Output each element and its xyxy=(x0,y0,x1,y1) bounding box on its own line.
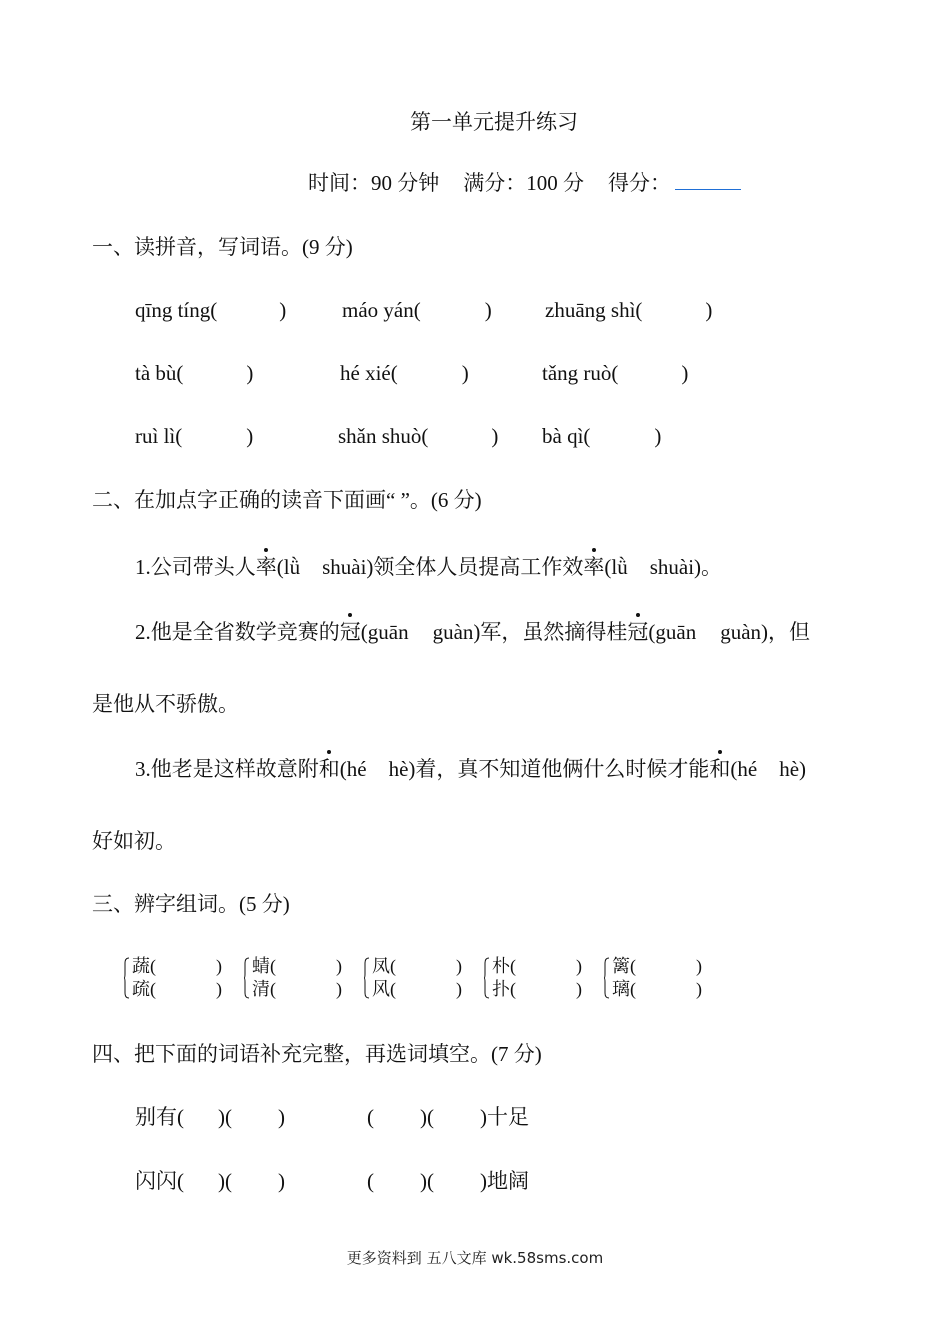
pinyin-item[interactable]: bà qì( ) xyxy=(542,424,662,448)
char-group xyxy=(604,955,702,1001)
section1-heading: 一、读拼音，写词语。(9 分) xyxy=(92,235,353,259)
reading-option[interactable]: guàn)军，虽然摘得桂 xyxy=(432,620,628,644)
word-blank[interactable]: 蜻( ) xyxy=(252,956,342,976)
question-2-3-continued: 好如初。 xyxy=(92,829,176,853)
word-blank[interactable]: 疏( ) xyxy=(132,979,222,999)
word-blank[interactable]: 璃( ) xyxy=(612,979,702,999)
pinyin-item[interactable]: shǎn shuò( ) xyxy=(338,424,499,448)
reading-option[interactable]: hè) xyxy=(779,757,807,781)
section2-heading: 二、在加点字正确的读音下面画“ ”。(6 分) xyxy=(92,488,482,512)
char-group xyxy=(244,955,342,1001)
pinyin-item[interactable]: máo yán( ) xyxy=(342,298,492,322)
idiom-blank[interactable]: ( )( )十足 xyxy=(367,1105,529,1129)
section4-heading: 四、把下面的词语补充完整，再选词填空。(7 分) xyxy=(92,1042,542,1066)
reading-option[interactable]: (lǜ xyxy=(604,555,628,579)
dotted-char: 冠 xyxy=(339,620,361,644)
time-label: 时间：90 分钟 xyxy=(308,171,440,195)
page-title: 第一单元提升练习 xyxy=(410,110,578,134)
reading-option[interactable]: shuài)领全体人员提高工作效 xyxy=(322,555,584,579)
dotted-char: 冠 xyxy=(627,620,649,644)
word-blank[interactable]: 凤( ) xyxy=(372,956,462,976)
char-group xyxy=(124,955,222,1001)
full-score-label: 满分：100 分 xyxy=(463,171,584,195)
word-blank[interactable]: 扑( ) xyxy=(492,979,582,999)
question-2-1: 1.公司带头人率(lǜ shuài)领全体人员提高工作效率(lǜ shuài)。 xyxy=(135,555,723,579)
word-blank[interactable]: 清( ) xyxy=(252,979,342,999)
reading-option[interactable]: (guān xyxy=(648,620,697,644)
question-2-2: 2.他是全省数学竞赛的冠(guān guàn)军，虽然摘得桂冠(guān guàn)，但 xyxy=(135,620,811,644)
dotted-char: 率 xyxy=(255,555,277,579)
pinyin-item[interactable]: hé xié( ) xyxy=(340,361,469,385)
dotted-char: 率 xyxy=(583,555,605,579)
pinyin-item[interactable]: ruì lì( ) xyxy=(135,424,254,448)
reading-option[interactable]: guàn)，但 xyxy=(720,620,811,644)
footer-watermark: 更多资料到 五八文库 wk.58sms.com xyxy=(346,1249,604,1267)
section3-heading: 三、辨字组词。(5 分) xyxy=(92,892,290,916)
idiom-blank[interactable]: 闪闪( )( ) xyxy=(135,1169,285,1193)
reading-option[interactable]: (hé xyxy=(339,757,367,781)
reading-option[interactable]: hè)着，真不知道他俩什么时候才能 xyxy=(388,757,710,781)
word-blank[interactable]: 朴( ) xyxy=(492,956,582,976)
reading-option[interactable]: (hé xyxy=(730,757,758,781)
char-group xyxy=(484,955,582,1001)
pinyin-item[interactable]: zhuāng shì( ) xyxy=(545,298,713,322)
pinyin-item[interactable]: tà bù( ) xyxy=(135,361,254,385)
exam-info xyxy=(308,173,741,194)
dotted-char: 和 xyxy=(318,757,340,781)
word-blank[interactable]: 篱( ) xyxy=(612,956,702,976)
score-label: 得分： xyxy=(608,171,671,195)
pinyin-item[interactable]: qīng tíng( ) xyxy=(135,298,287,322)
char-group xyxy=(364,955,462,1001)
dotted-char: 和 xyxy=(709,757,731,781)
word-blank[interactable]: 蔬( ) xyxy=(132,956,222,976)
reading-option[interactable]: shuài)。 xyxy=(649,555,723,579)
reading-option[interactable]: (lǜ xyxy=(276,555,301,579)
question-2-3: 3.他老是这样故意附和(hé hè)着，真不知道他俩什么时候才能和(hé hè) xyxy=(135,757,807,781)
reading-option[interactable]: (guān xyxy=(360,620,409,644)
question-2-2-continued: 是他从不骄傲。 xyxy=(92,692,239,716)
pinyin-item[interactable]: tǎng ruò( ) xyxy=(542,361,689,385)
idiom-blank[interactable]: 别有( )( ) xyxy=(135,1105,285,1129)
score-blank[interactable] xyxy=(675,173,741,190)
word-blank[interactable]: 风( ) xyxy=(372,979,462,999)
idiom-blank[interactable]: ( )( )地阔 xyxy=(367,1169,529,1193)
